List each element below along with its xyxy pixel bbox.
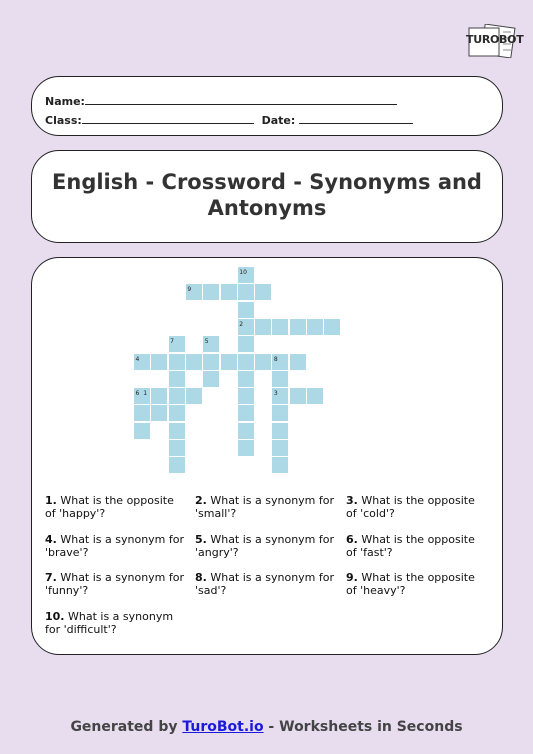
crossword-cell[interactable] bbox=[134, 405, 150, 421]
clue-9 bbox=[346, 571, 488, 597]
crossword-cell[interactable] bbox=[324, 319, 340, 335]
crossword-cell[interactable] bbox=[169, 388, 185, 404]
page-title: English - Crossword - Synonyms and Antonyms bbox=[52, 170, 482, 220]
clue-number: 5. bbox=[195, 533, 207, 546]
clue-8 bbox=[195, 571, 337, 597]
crossword-number: 5 bbox=[204, 338, 209, 346]
clue-number: 9. bbox=[346, 571, 358, 584]
clue-2 bbox=[195, 494, 337, 520]
turobot-logo bbox=[463, 24, 524, 58]
crossword-cell[interactable] bbox=[151, 388, 167, 404]
clue-number: 4. bbox=[45, 533, 57, 546]
crossword-cell[interactable] bbox=[307, 319, 323, 335]
class-field[interactable] bbox=[82, 113, 254, 124]
clue-10 bbox=[45, 610, 187, 636]
class-date-line bbox=[45, 113, 413, 127]
crossword-cell[interactable] bbox=[169, 405, 185, 421]
crossword-number: 9 bbox=[187, 286, 192, 294]
clue-4 bbox=[45, 533, 187, 559]
footer-suffix: - Worksheets in Seconds bbox=[263, 719, 463, 735]
crossword-cell[interactable] bbox=[221, 354, 237, 370]
clue-number: 7. bbox=[45, 571, 57, 584]
clue-3 bbox=[346, 494, 488, 520]
footer-prefix: Generated by bbox=[70, 719, 183, 735]
clue-text: What is the opposite of 'heavy'? bbox=[346, 571, 475, 597]
crossword-cell[interactable] bbox=[238, 405, 254, 421]
crossword-cell[interactable] bbox=[238, 284, 254, 300]
clue-5 bbox=[195, 533, 337, 559]
clue-text: What is a synonym for 'sad'? bbox=[195, 571, 335, 597]
clue-text: What is the opposite of 'fast'? bbox=[346, 533, 475, 559]
crossword-cell[interactable] bbox=[221, 284, 237, 300]
clue-number: 10. bbox=[45, 610, 65, 623]
clue-number: 3. bbox=[346, 494, 358, 507]
crossword-cell[interactable] bbox=[255, 284, 271, 300]
footer bbox=[0, 719, 533, 735]
title-box bbox=[31, 150, 503, 243]
clue-text: What is the opposite of 'cold'? bbox=[346, 494, 475, 520]
crossword-cell[interactable] bbox=[169, 457, 185, 473]
turobot-link[interactable]: TuroBot.io bbox=[182, 719, 264, 735]
clue-text: What is a synonym for 'funny'? bbox=[45, 571, 185, 597]
clue-7 bbox=[45, 571, 187, 597]
crossword-cell[interactable] bbox=[255, 319, 271, 335]
crossword-cell[interactable] bbox=[203, 371, 219, 387]
name-line bbox=[45, 94, 397, 108]
crossword-cell[interactable] bbox=[290, 354, 306, 370]
crossword-cell[interactable] bbox=[272, 457, 288, 473]
crossword-cell[interactable] bbox=[186, 388, 202, 404]
crossword-number: 8 bbox=[273, 355, 278, 363]
clue-number: 1. bbox=[45, 494, 57, 507]
crossword-cell[interactable] bbox=[238, 354, 254, 370]
crossword-cell[interactable] bbox=[186, 354, 202, 370]
crossword-cell[interactable] bbox=[134, 423, 150, 439]
crossword-number: 7 bbox=[170, 338, 174, 346]
crossword-cell[interactable] bbox=[238, 371, 254, 387]
crossword-number: 10 bbox=[239, 269, 247, 276]
class-label: Class: bbox=[45, 114, 82, 127]
crossword-cell[interactable] bbox=[238, 302, 254, 318]
clue-text: What is the opposite of 'happy'? bbox=[45, 494, 174, 520]
student-info-box bbox=[31, 76, 503, 136]
crossword-cell[interactable] bbox=[238, 440, 254, 456]
clue-text: What is a synonym for 'brave'? bbox=[45, 533, 185, 559]
crossword-cell[interactable] bbox=[290, 388, 306, 404]
crossword-number: 1 bbox=[143, 390, 148, 398]
clue-number: 8. bbox=[195, 571, 207, 584]
clue-1 bbox=[45, 494, 187, 520]
crossword-number: 2 bbox=[239, 320, 244, 328]
clue-text: What is a synonym for 'small'? bbox=[195, 494, 335, 520]
crossword-cell[interactable] bbox=[169, 354, 185, 370]
crossword-number: 4 bbox=[135, 355, 140, 363]
name-label: Name: bbox=[45, 95, 85, 108]
crossword-cell[interactable] bbox=[203, 354, 219, 370]
logo-text: TUROBOT bbox=[466, 33, 524, 46]
crossword-cell[interactable] bbox=[151, 354, 167, 370]
crossword-cell[interactable] bbox=[272, 371, 288, 387]
date-field[interactable] bbox=[299, 113, 413, 124]
date-label: Date: bbox=[261, 114, 296, 127]
clue-6 bbox=[346, 533, 488, 559]
crossword-cell[interactable] bbox=[272, 405, 288, 421]
crossword-cell[interactable] bbox=[272, 319, 288, 335]
crossword-cell[interactable] bbox=[203, 284, 219, 300]
crossword-cell[interactable] bbox=[169, 423, 185, 439]
crossword-cell[interactable] bbox=[272, 440, 288, 456]
name-field[interactable] bbox=[85, 94, 397, 105]
clue-text: What is a synonym for 'angry'? bbox=[195, 533, 335, 559]
crossword-number: 6 bbox=[135, 390, 140, 398]
crossword-cell[interactable] bbox=[272, 423, 288, 439]
crossword-cell[interactable] bbox=[238, 388, 254, 404]
crossword-cell[interactable] bbox=[238, 423, 254, 439]
crossword-cell[interactable] bbox=[255, 354, 271, 370]
crossword-cell[interactable] bbox=[151, 405, 167, 421]
clue-text: What is a synonym for 'difficult'? bbox=[45, 610, 174, 636]
crossword-cell[interactable] bbox=[238, 336, 254, 352]
crossword-number: 3 bbox=[273, 390, 278, 398]
crossword-cell[interactable] bbox=[307, 388, 323, 404]
crossword-cell[interactable] bbox=[290, 319, 306, 335]
clue-number: 2. bbox=[195, 494, 207, 507]
puzzle-box bbox=[31, 257, 503, 655]
clue-number: 6. bbox=[346, 533, 358, 546]
crossword-cell[interactable] bbox=[169, 440, 185, 456]
crossword-cell[interactable] bbox=[169, 371, 185, 387]
